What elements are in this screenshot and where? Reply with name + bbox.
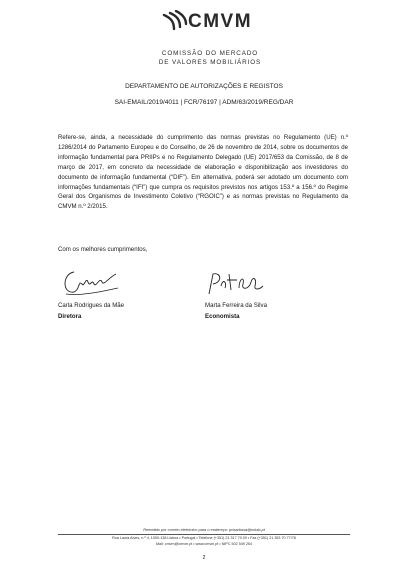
- signature-marta: [205, 270, 267, 298]
- signatory-name: Marta Ferreira da Silva: [205, 302, 267, 309]
- cmvm-logo: [150, 8, 270, 70]
- signature-carla: [60, 264, 120, 300]
- signatory-name: Carla Rodrigues da Mãe: [58, 302, 125, 309]
- logo-wordmark: CMVM: [188, 11, 253, 32]
- footer-divider: [58, 534, 350, 535]
- cmvm-wave-icon: [162, 10, 188, 36]
- logo-subtitle-line-1: COMISSÃO DO MERCADO: [161, 50, 259, 57]
- closing-line: Com os melhores cumprimentos,: [58, 246, 148, 253]
- letter-body: Refere-se, ainda, a necessidade do cumprimento das normas previstas no Regulamento (UE) n.º 1286/2014 do Parlamento Europeu e do Conselho, de 26 de novembro de 2014, sobre os documentos de informação fundamental para PRIIPs e no Regulamento Delegado (UE) 2017/653 da Comissão, de 8 de março de 2017, em concreto da necessidade de elaboração e disponibilização aos investidores do documento de informação fundamental (“DIF”). Em alternativa, poderá ser adotado um documento com informações fundamentais (“IFI”) que cumpra os requisitos previstos nos artigos 153.º a 156.º do Regime Geral dos Organismos de Investimento Coletivo (“RGOIC”) e as normas previstas no Regulamento da CMVM n.º 2/2015.: [58, 134, 348, 211]
- signatory-role: Economista: [205, 313, 240, 320]
- footer-email-note: Remetido por correio eletrónico para o endereço: pcbarbosa@mkzb.pt: [143, 527, 265, 532]
- page-number: 2: [202, 555, 206, 561]
- footer-address: Rua Laura Alves, n.º 4, 1050-138 Lisboa • Portugal • Telefone (+351) 21 317 70 00 • Fax (+351) 21 353 70 77/78: [112, 536, 296, 540]
- reference-line: SAI-EMAIL/2019/4011 | FCR/76197 | ADM/63/2019/REG/DAR: [114, 99, 294, 106]
- department-heading: DEPARTAMENTO DE AUTORIZAÇÕES E REGISTOS: [125, 83, 283, 90]
- footer-contact: Mail: cmvm@cmvm.pt • www.cmvm.pt • NIPC 502 549 254: [155, 542, 253, 546]
- logo-subtitle-line-2: DE VALORES MOBILIÁRIOS: [158, 59, 262, 66]
- signatory-role: Diretora: [58, 313, 82, 320]
